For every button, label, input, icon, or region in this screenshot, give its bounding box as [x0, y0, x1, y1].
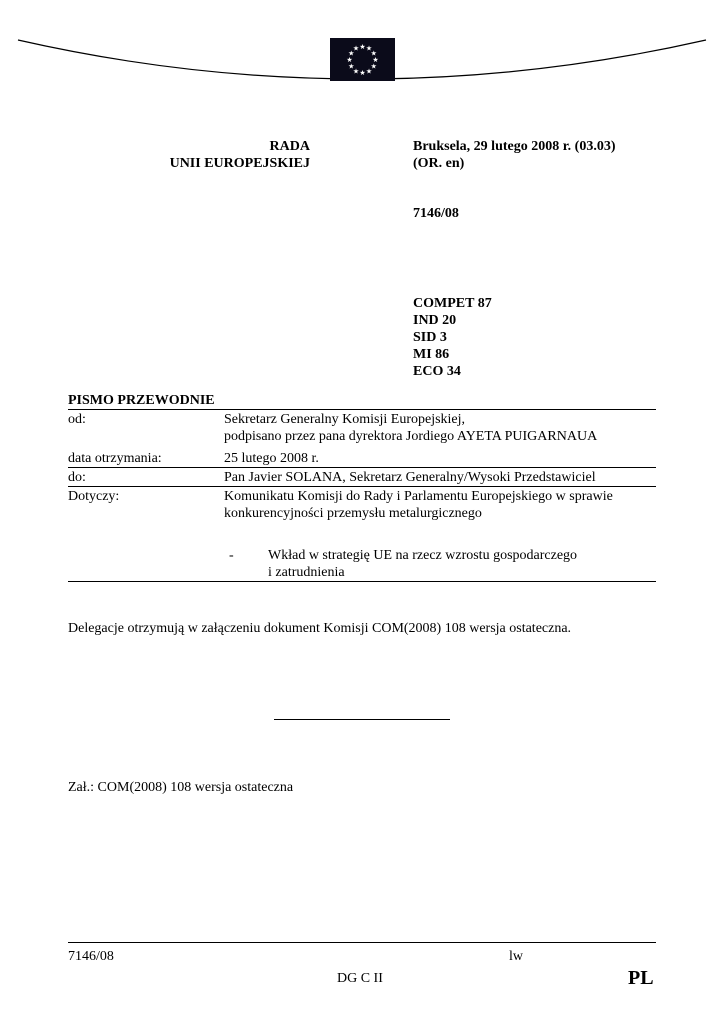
- code-sid: SID 3: [413, 330, 447, 345]
- subject-label: Dotyczy:: [68, 489, 120, 504]
- subject-line-1: Komunikatu Komisji do Rady i Parlamentu Europejskiego w sprawie: [224, 489, 613, 504]
- star-icon: ★: [370, 62, 377, 71]
- from-label: od:: [68, 412, 86, 427]
- star-icon: ★: [359, 69, 366, 77]
- footer-divider: [68, 942, 656, 943]
- eu-flag-icon: [330, 38, 395, 81]
- star-icon: ★: [346, 56, 353, 64]
- star-icon: ★: [352, 67, 360, 76]
- council-line-2: UNII EUROPEJSKIEJ: [169, 156, 310, 171]
- separator-line: [274, 719, 450, 720]
- to-label: do:: [68, 470, 86, 485]
- eu-stars-icon: [330, 38, 395, 81]
- star-icon: ★: [348, 62, 355, 71]
- divider: [68, 486, 656, 487]
- star-icon: ★: [372, 56, 379, 64]
- received-value: 25 lutego 2008 r.: [224, 451, 319, 466]
- subject-line-2: konkurencyjności przemysłu metalurgicznego: [224, 506, 482, 521]
- footer-language: PL: [628, 967, 654, 989]
- council-line-1: RADA: [269, 139, 310, 154]
- star-icon: ★: [370, 49, 377, 58]
- original-language: (OR. en): [413, 156, 465, 171]
- bullet-line-1: Wkład w strategię UE na rzecz wzrostu gospodarczego: [268, 548, 578, 563]
- code-mi: MI 86: [413, 347, 450, 362]
- bullet-dash: -: [229, 548, 234, 563]
- document-number: 7146/08: [413, 206, 459, 221]
- star-icon: ★: [365, 67, 373, 76]
- bullet-line-2: i zatrudnienia: [268, 565, 345, 580]
- star-icon: ★: [352, 44, 360, 53]
- bullet-text: [268, 547, 577, 581]
- from-line-1: Sekretarz Generalny Komisji Europejskiej,: [224, 412, 466, 427]
- divider: [68, 581, 656, 582]
- code-ind: IND 20: [413, 313, 457, 328]
- cover-note-title: PISMO PRZEWODNIE: [68, 393, 215, 408]
- subject-value: [224, 488, 656, 522]
- footer-initials: lw: [509, 949, 523, 964]
- footer-doc-number: 7146/08: [68, 949, 114, 964]
- attachment-note: Zał.: COM(2008) 108 wersja ostateczna: [68, 780, 294, 795]
- divider: [68, 409, 656, 410]
- code-compet: COMPET 87: [413, 296, 492, 311]
- classification-codes: [413, 295, 492, 380]
- body-paragraph: Delegacje otrzymują w załączeniu dokument Komisji COM(2008) 108 wersja ostateczna.: [68, 621, 572, 636]
- footer-dg: DG C II: [337, 971, 383, 986]
- to-value: Pan Javier SOLANA, Sekretarz Generalny/Wysoki Przedstawiciel: [224, 470, 596, 485]
- received-label: data otrzymania:: [68, 451, 162, 466]
- date-line: Bruksela, 29 lutego 2008 r. (03.03): [413, 139, 616, 154]
- council-name: [160, 138, 310, 172]
- from-value: [224, 411, 656, 445]
- star-icon: ★: [365, 44, 373, 53]
- from-line-2: podpisano przez pana dyrektora Jordiego AYETA PUIGARNAUA: [224, 429, 598, 444]
- star-icon: ★: [359, 43, 366, 51]
- star-icon: ★: [348, 49, 355, 58]
- code-eco: ECO 34: [413, 364, 461, 379]
- date-block: [413, 138, 615, 172]
- divider: [68, 467, 656, 468]
